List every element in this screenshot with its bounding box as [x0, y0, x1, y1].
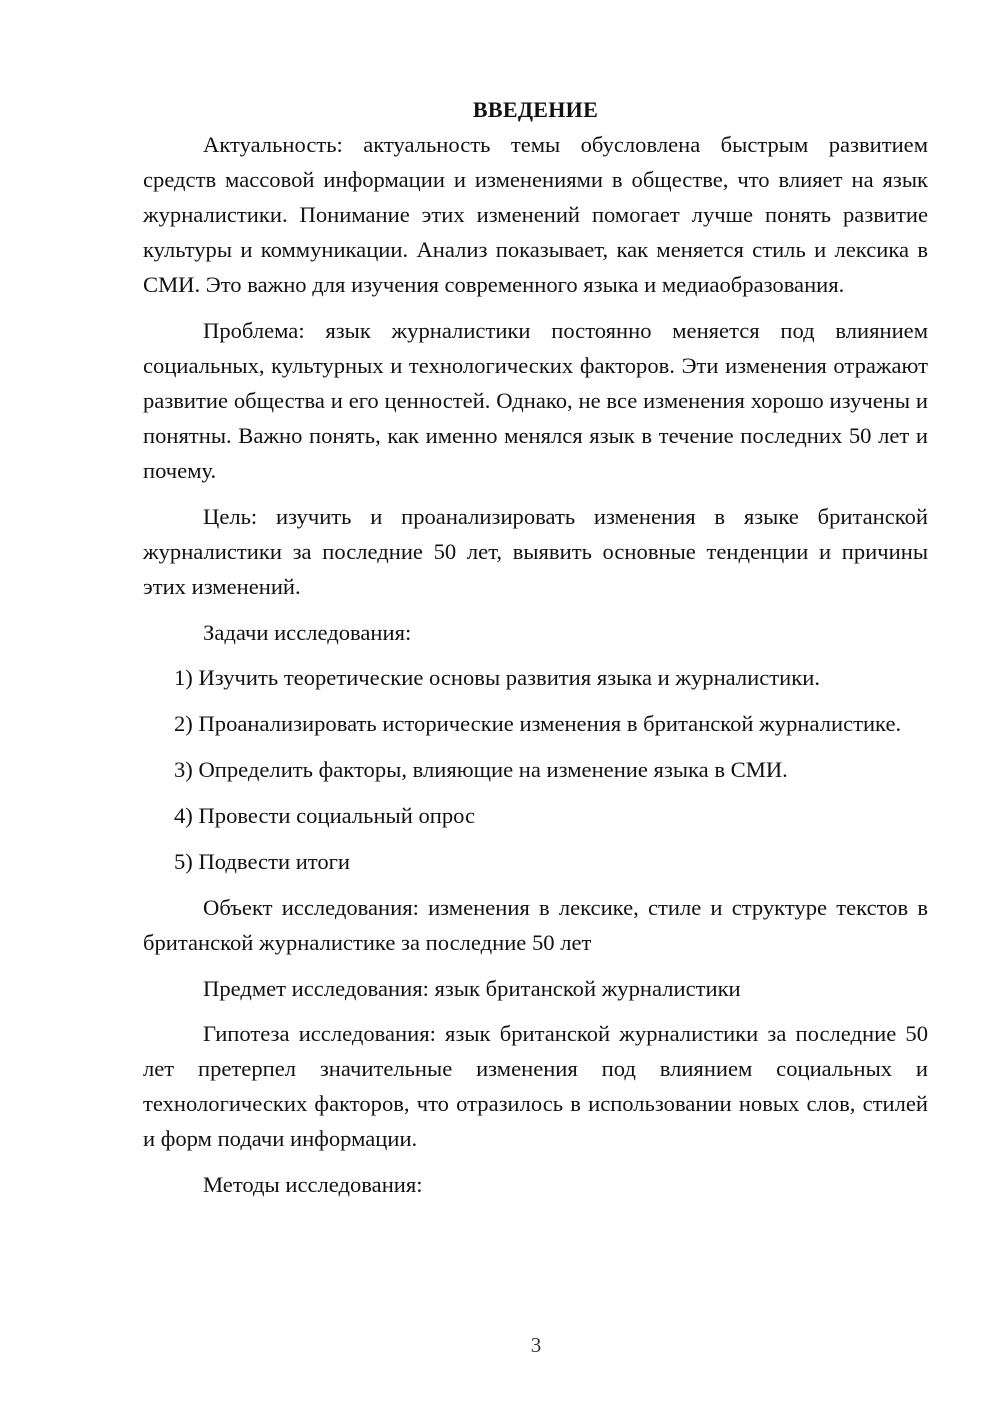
goal-paragraph: Цель: изучить и проанализировать изменения в языке британской журналистики за последние 50 лет, выявить основные тенденции и причины этих изменений. — [143, 504, 928, 599]
task-item-4: 4) Провести социальный опрос — [174, 803, 476, 828]
page-title: ВВЕДЕНИЕ — [472, 97, 599, 122]
task-item-5: 5) Подвести итоги — [174, 849, 351, 874]
relevance-paragraph: Актуальность: актуальность темы обусловлена быстрым развитием средств массовой информации и изменениями в обществе, что влияет на язык журналистики. Понимание этих изменений помогает лучше понять развитие культуры и коммуникации. Анализ показывает, как меняется стиль и лексика в СМИ. Это важно для изучения современного языка и медиаобразования. — [143, 132, 928, 297]
task-item-3: 3) Определить факторы, влияющие на изменение языка в СМИ. — [174, 757, 788, 782]
hypothesis-paragraph: Гипотеза исследования: язык британской журналистики за последние 50 лет претерпел значительные изменения под влиянием социальных и технологических факторов, что отразилось в использовании новых слов, стилей и форм подачи информации. — [143, 1021, 928, 1151]
problem-paragraph: Проблема: язык журналистики постоянно меняется под влиянием социальных, культурных и технологических факторов. Эти изменения отражают развитие общества и его ценностей. Однако, не все изменения хорошо изучены и понятны. Важно понять, как именно менялся язык в течение последних 50 лет и почему. — [143, 318, 928, 483]
task-item-1: 1) Изучить теоретические основы развития языка и журналистики. — [174, 665, 820, 690]
task-item-2: 2) Проанализировать исторические изменения в британской журналистике. — [174, 711, 902, 736]
page-content — [143, 92, 928, 1212]
tasks-heading: Задачи исследования: — [203, 620, 412, 645]
subject-paragraph: Предмет исследования: язык британской журналистики — [203, 976, 741, 1001]
page-number: 3 — [530, 1333, 542, 1357]
methods-heading: Методы исследования: — [203, 1172, 423, 1197]
object-paragraph: Объект исследования: изменения в лексике, стиле и структуре текстов в британской журналистике за последние 50 лет — [143, 895, 928, 955]
